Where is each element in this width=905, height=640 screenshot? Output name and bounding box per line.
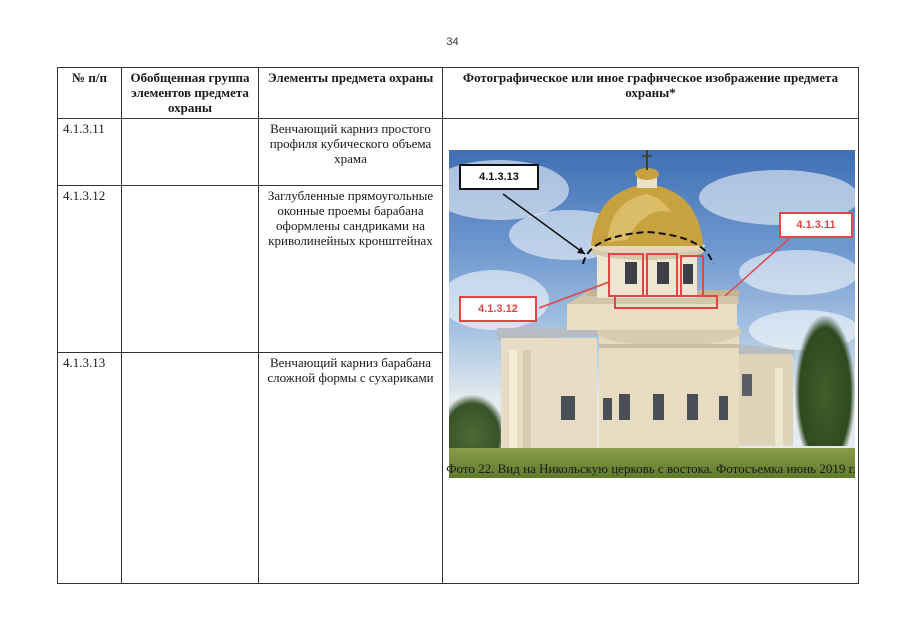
row-group — [122, 186, 259, 353]
protected-elements-table — [57, 67, 859, 584]
photo-caption: Фото 22. Вид на Никольскую церковь с востока. Фотосъемка июнь 2019 г. — [446, 461, 856, 476]
header-elements: Элементы предмета охраны — [259, 68, 443, 119]
callout-4-1-3-12: 4.1.3.12 — [459, 296, 537, 322]
row-element: Венчающий карниз простого профиля кубического объема храма — [259, 119, 443, 186]
row-number: 4.1.3.11 — [58, 119, 122, 186]
row-element: Заглубленные прямоугольные оконные проемы барабана оформлены сандриками на криволинейных кронштейнах — [259, 186, 443, 353]
row-group — [122, 119, 259, 186]
photo-cell — [443, 119, 859, 584]
callout-4-1-3-11: 4.1.3.11 — [779, 212, 853, 238]
row-element: Венчающий карниз барабана сложной формы с сухариками — [259, 353, 443, 584]
page-number: 34 — [446, 36, 459, 48]
table-row — [58, 119, 859, 186]
table-header-row — [58, 68, 859, 119]
row-number: 4.1.3.13 — [58, 353, 122, 584]
header-group: Обобщенная группа элементов предмета охраны — [122, 68, 259, 119]
row-group — [122, 353, 259, 584]
row-number: 4.1.3.12 — [58, 186, 122, 353]
callout-4-1-3-13: 4.1.3.13 — [459, 164, 539, 190]
header-image: Фотографическое или иное графическое изображение предмета охраны* — [443, 68, 859, 119]
church-photo-panel — [449, 150, 855, 478]
header-number: № п/п — [58, 68, 122, 119]
